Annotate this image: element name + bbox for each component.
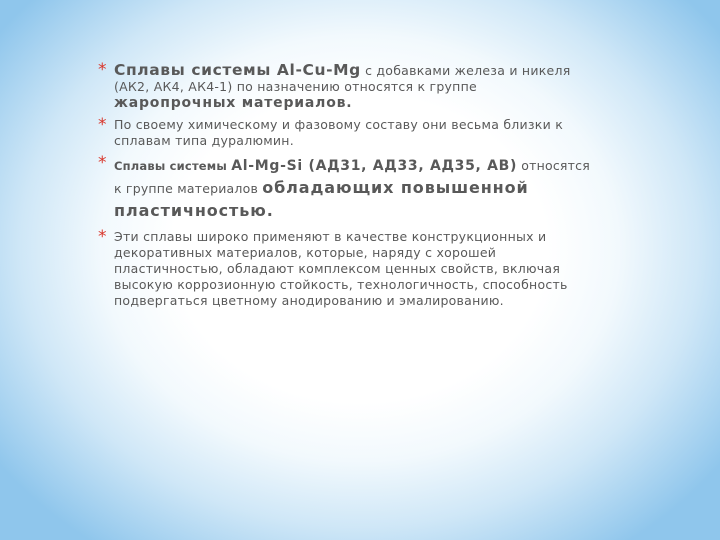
bullet-text: с добавками железа и никеля (АК2, АК4, АК4-1) по назначению относятся к группе <box>114 63 571 94</box>
bullet-title: Сплавы системы Al-Cu-Mg <box>114 61 361 79</box>
bullet-composition <box>98 117 598 149</box>
bullet-marker: * <box>98 153 107 173</box>
bullet-al-cu-mg <box>98 62 598 111</box>
bullet-text: относятся к группе материалов <box>114 158 590 196</box>
bullet-marker: * <box>98 227 107 247</box>
bullet-emphasis: обладающих повышенной пластичностью. <box>114 178 529 220</box>
bullet-lead: Сплавы системы <box>114 159 232 173</box>
bullet-emphasis: жаропрочных материалов. <box>114 95 353 111</box>
bullet-text: По своему химическому и фазовому составу они весьма близки к сплавам типа дуралюмин. <box>114 117 563 148</box>
bullet-al-mg-si <box>98 155 598 223</box>
bullet-marker: * <box>98 115 107 135</box>
slide-content <box>98 62 598 315</box>
bullet-applications <box>98 229 598 309</box>
bullet-marker: * <box>98 60 107 80</box>
bullet-text: Эти сплавы широко применяют в качестве конструкционных и декоративных материалов, которые, наряду с хорошей пластичностью, обладают комплексом ценных свойств, включая высокую коррозионную стойкость, технологичность, способность подвергаться цветному анодированию и эмалированию. <box>114 229 568 308</box>
bullet-title: Al-Mg-Si (АД31, АД33, АД35, АВ) <box>231 158 518 174</box>
